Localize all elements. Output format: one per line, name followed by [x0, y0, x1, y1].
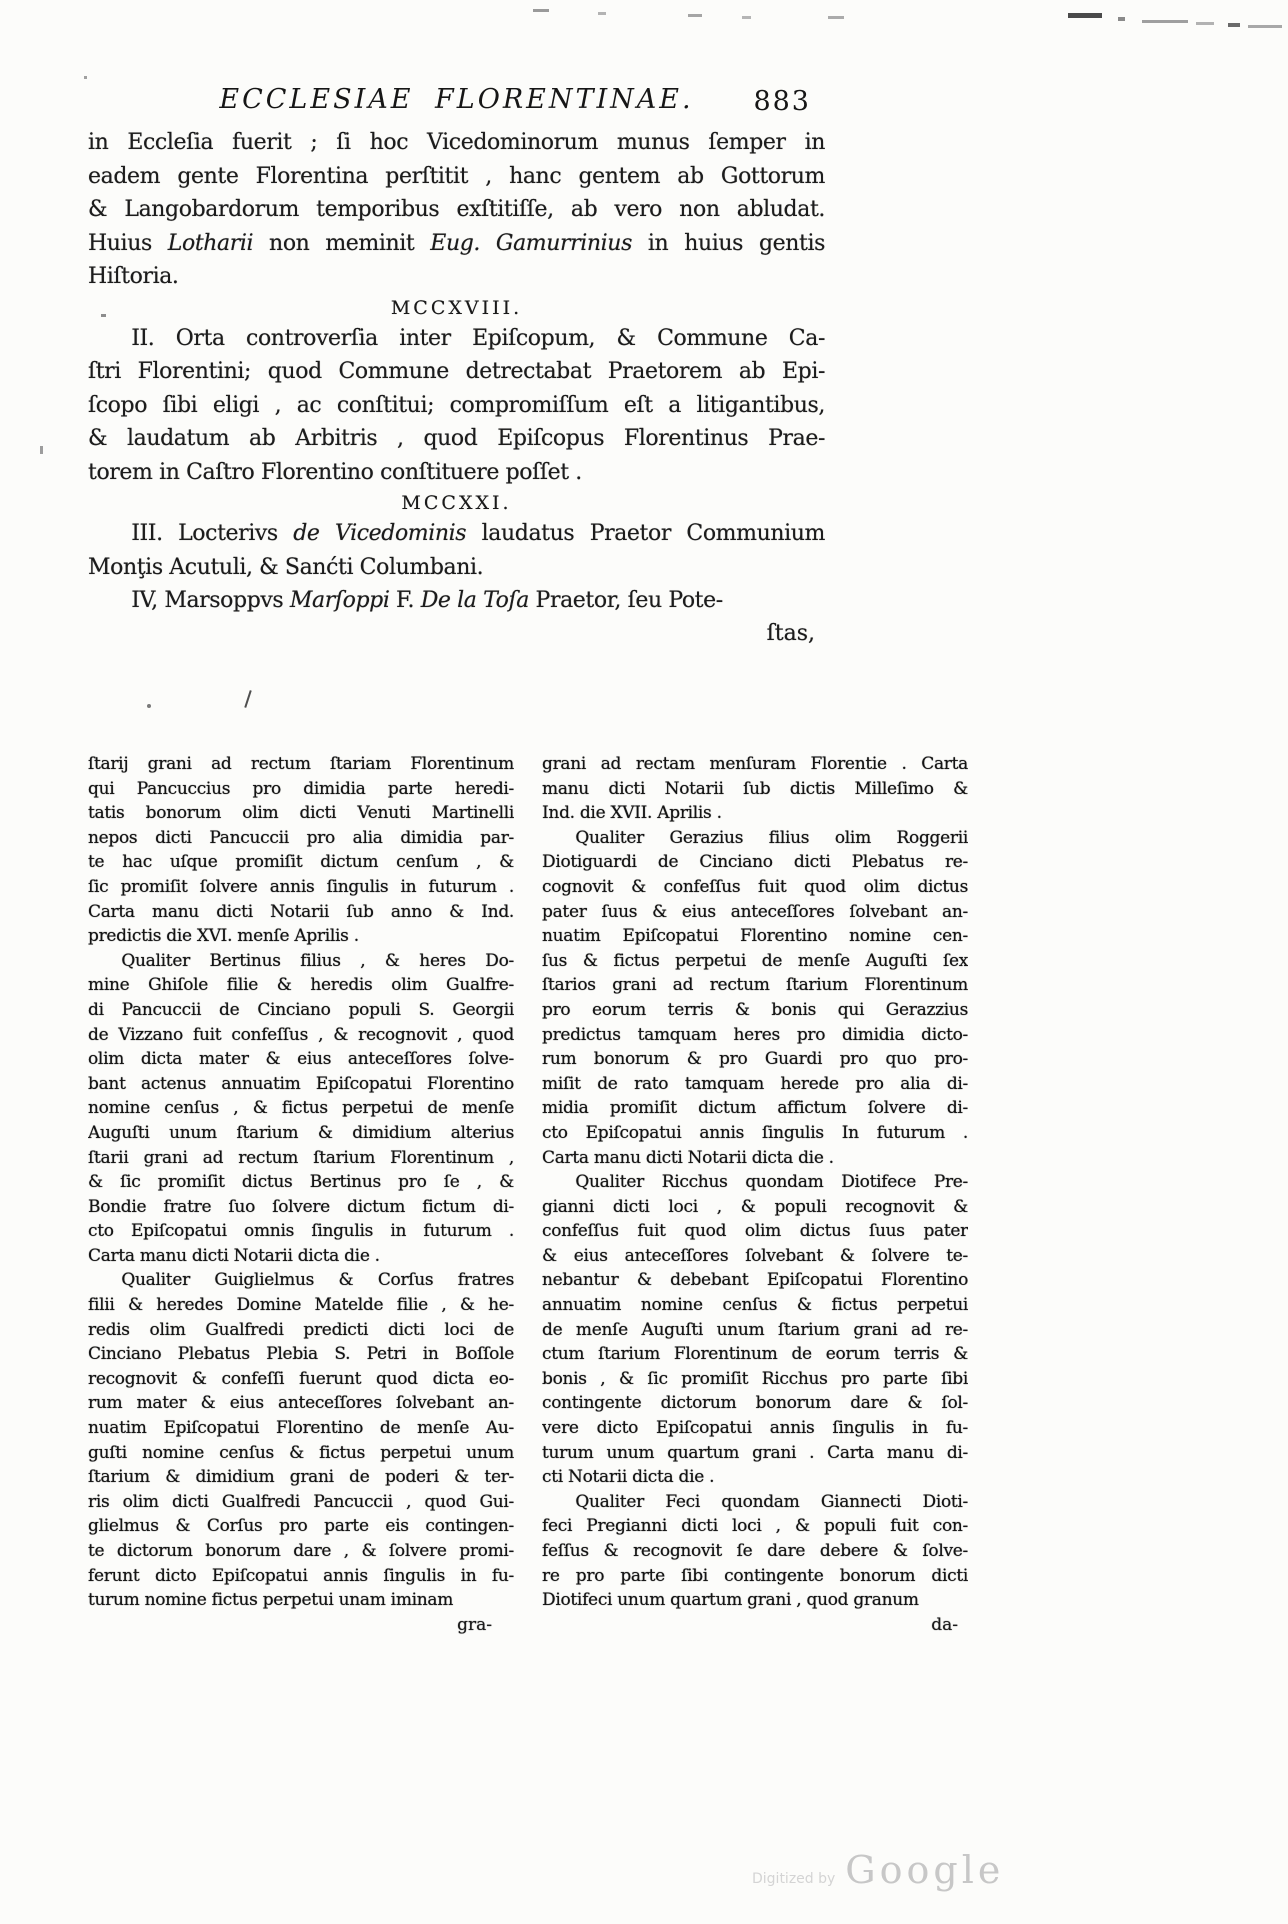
left-column [88, 752, 514, 1637]
paragraph-entry-4 [88, 584, 825, 618]
text-line: Ind. die XVII. Aprilis . [542, 803, 722, 824]
running-head [88, 84, 825, 124]
scan-artifact [1228, 23, 1240, 27]
paragraph [88, 1268, 514, 1612]
text-line: gianni dicti loci , & populi recognovit & [542, 1196, 968, 1217]
text-line: Hiſtoria. [88, 264, 179, 289]
text-line: filii & heredes Domine Matelde filie , & he- [88, 1295, 514, 1316]
text-line: Diotiguardi de Cinciano dicti Plebatus re- [542, 852, 968, 873]
text-line: II. Orta controverſia inter Epiſcopum, & Commune Ca- [88, 325, 825, 351]
text-line: ſcopo ſibi eligi , ac conſtitui; compromiſſum eſt a litigantibus, [88, 392, 825, 418]
text-line: torem in Caſtro Florentino conſtituere poſſet . [88, 459, 582, 485]
text-line: cti Notarii dicta die . [542, 1467, 715, 1488]
text-line: recognovit & confeſſi fuerunt quod dicta eo- [88, 1368, 514, 1389]
text-line: ris olim dicti Gualfredi Pancuccii , quod Gui- [88, 1491, 514, 1512]
text-line: contingente dictorum bonorum dare & ſol- [542, 1393, 968, 1414]
text-line: IV, Marsoppvs Marſoppi F. De la Toſa Praetor, ſeu Pote- [88, 588, 723, 613]
digitization-watermark [752, 1848, 1212, 1892]
left-column-paragraphs [88, 752, 514, 1613]
paragraph [542, 1490, 968, 1613]
text-line: Diotifeci unum quartum grani , quod granum [542, 1590, 919, 1611]
catchword-stas: ſtas, [766, 620, 815, 646]
text-line: nebantur & debebant Epiſcopatui Florentino [542, 1270, 968, 1291]
text-line: cto Epiſcopatui annis ſingulis In futurum . [542, 1122, 968, 1143]
paragraph-entry-3 [88, 517, 825, 584]
text-line: te dictorum bonorum dare , & ſolvere promi- [88, 1541, 514, 1561]
text-line: ſus & fictus perpetui de menſe Auguſti ſex [542, 950, 968, 971]
scan-artifact [1248, 25, 1282, 28]
text-line: midia promiſit dictum affictum ſolvere di- [542, 1098, 968, 1119]
text-line: ferunt dicto Epiſcopatui annis ſingulis in fu- [88, 1565, 514, 1586]
text-line: Carta manu dicti Notarii dicta die . [542, 1147, 834, 1168]
text-line: feci Pregianni dicti loci , & populi fuit con- [542, 1516, 968, 1537]
text-line: & ſic promiſit dictus Bertinus pro ſe , & [88, 1172, 514, 1193]
text-line: cognovit & confeſſus fuit quod olim dictus [542, 876, 968, 897]
scan-artifact [828, 16, 844, 19]
text-line: di Pancuccii de Cinciano populi S. Georgii [88, 999, 514, 1020]
text-line: rum mater & eius anteceſſores ſolvebant an- [88, 1393, 514, 1414]
text-line: nuatim Epiſcopatui Florentino de menſe Au- [88, 1418, 514, 1439]
text-line: vere dicto Epiſcopatui annis ſingulis in fu- [542, 1418, 968, 1439]
paragraph-intro [88, 126, 825, 294]
text-line: Qualiter Ricchus quondam Diotifece Pre- [542, 1172, 968, 1193]
scan-artifact [533, 9, 549, 12]
text-line: turum unum quartum grani . Carta manu di- [542, 1442, 968, 1463]
scan-artifact [1142, 20, 1188, 23]
paragraph-entry-2 [88, 322, 825, 490]
text-line: tatis bonorum olim dicti Venuti Martinelli [88, 803, 514, 824]
text-line: cto Epiſcopatui omnis ſingulis in futurum . [88, 1221, 514, 1242]
text-line: ſic promiſit ſolvere annis ſingulis in futurum . [88, 876, 514, 897]
paragraph [542, 752, 968, 826]
text-line: ſtarii grani ad rectum ſtarium Florentinum , [88, 1147, 514, 1168]
text-line: predictis die XVI. menſe Aprilis . [88, 926, 359, 947]
scan-artifact [1196, 22, 1214, 25]
text-line: & eius anteceſſores ſolvebant & ſolvere te- [542, 1245, 968, 1266]
text-line: guſti nomine cenſus & fictus perpetui unum [88, 1442, 514, 1463]
text-line: de Vizzano fuit confeſſus , & recognovit , quod [88, 1024, 514, 1045]
scan-artifact [688, 14, 702, 17]
text-line: grani ad rectam menſuram Florentie . Carta [542, 754, 968, 774]
text-line: Qualiter Gerazius filius olim Roggerii [542, 827, 968, 848]
page-title: ECCLESIAE FLORENTINAE. [219, 84, 694, 115]
scan-artifact [40, 446, 43, 454]
text-line: predictus tamquam heres pro dimidia dicto- [542, 1024, 968, 1045]
text-line: annuatim nomine cenſus & fictus perpetui [542, 1295, 968, 1316]
text-line: glielmus & Corſus pro parte eis contingen- [88, 1516, 514, 1537]
text-line: Qualiter Guiglielmus & Corſus fratres [88, 1270, 514, 1291]
scan-artifact [742, 16, 751, 19]
text-line: turum nomine fictus perpetui unam iminam [88, 1590, 454, 1611]
paragraph [88, 949, 514, 1269]
text-line: nuatim Epiſcopatui Florentino nomine cen- [542, 926, 968, 947]
text-line: te hac uſque promiſit dictum cenſum , & [88, 852, 514, 873]
text-line: feſſus & recognovit ſe dare debere & ſolve- [542, 1541, 968, 1561]
text-line: Auguſti unum ſtarium & dimidium alterius [88, 1122, 514, 1143]
text-line: manu dicti Notarii ſub dictis Milleſimo & [542, 778, 968, 799]
text-line: ſtarium & dimidium grani de poderi & ter- [88, 1467, 514, 1488]
text-line: Monţis Acutuli, & Sanćti Columbani. [88, 554, 484, 580]
text-line: ſtarij grani ad rectum ſtariam Florentinum [88, 754, 514, 774]
text-line: in Eccleſia fuerit ; ſi hoc Vicedominorum munus ſemper in [88, 130, 825, 155]
text-line: ſtarios grani ad rectum ſtarium Florentinum [542, 975, 968, 996]
text-line: III. Locterivs de Vicedominis laudatus Praetor Communium [88, 521, 825, 546]
scan-artifact [598, 12, 606, 15]
text-line: pater ſuus & eius anteceſſores ſolvebant an- [542, 901, 968, 922]
scan-artifact [244, 690, 251, 708]
text-line: Carta manu dicti Notarii dicta die . [88, 1245, 380, 1266]
text-line: miſit de rato tamquam herede pro alia di- [542, 1073, 968, 1094]
paragraph [542, 1170, 968, 1490]
catchword-gra: gra- [457, 1614, 492, 1635]
digitized-by-label: Digitized by [752, 1871, 836, 1887]
scan-artifact [147, 704, 151, 708]
right-column [542, 752, 968, 1637]
text-line: qui Pancuccius pro dimidia parte heredi- [88, 778, 514, 799]
year-heading-mccxxi: MCCXXI. [401, 492, 512, 514]
text-line: redis olim Gualfredi predicti dicti loci de [88, 1319, 514, 1340]
text-line: nepos dicti Pancuccii pro alia dimidia par- [88, 827, 514, 848]
catchword-da: da- [931, 1614, 958, 1635]
text-line: Qualiter Feci quondam Giannecti Dioti- [542, 1491, 968, 1512]
text-line: Qualiter Bertinus filius , & heres Do- [88, 950, 514, 971]
text-line: & Langobardorum temporibus exſtitiſſe, ab vero non abludat. [88, 197, 825, 222]
text-line: Bondie fratre ſuo ſolvere dictum fictum di- [88, 1196, 514, 1217]
paragraph [88, 752, 514, 949]
text-line: & laudatum ab Arbitris , quod Epiſcopus Florentinus Prae- [88, 426, 825, 451]
text-line: re pro parte ſibi contingente bonorum dicti [542, 1565, 968, 1586]
paragraph [542, 826, 968, 1170]
text-line: nomine cenſus , & fictus perpetui de menſe [88, 1098, 514, 1119]
text-line: eadem gente Florentina perſtitit , hanc gentem ab Gottorum [88, 163, 825, 189]
google-logo: Google [845, 1848, 1005, 1892]
text-line: ſtri Florentini; quod Commune detrectabat Praetorem ab Epi- [88, 359, 825, 384]
scan-artifact [1068, 13, 1102, 18]
text-line: confeſſus fuit quod olim dictus ſuus pater [542, 1221, 968, 1242]
two-column-register [88, 752, 968, 1637]
main-text-block [88, 126, 825, 649]
text-line: pro eorum terris & bonis qui Gerazzius [542, 999, 968, 1020]
page-number: 883 [753, 86, 811, 117]
text-line: Carta manu dicti Notarii ſub anno & Ind. [88, 901, 514, 922]
text-line: Cinciano Plebatus Plebia S. Petri in Boſſole [88, 1344, 514, 1365]
text-line: bant actenus annuatim Epiſcopatui Florentino [88, 1073, 514, 1094]
scan-artifact [84, 76, 87, 79]
text-line: ctum ſtarium Florentinum de eorum terris & [542, 1344, 968, 1365]
year-heading-mccxviii: MCCXVIII. [390, 296, 523, 319]
text-line: olim dicta mater & eius anteceſſores ſolve- [88, 1049, 514, 1070]
scan-artifact [1118, 17, 1125, 21]
text-line: de menſe Auguſti unum ſtarium grani ad re- [542, 1319, 968, 1340]
text-line: rum bonorum & pro Guardi pro quo pro- [542, 1049, 968, 1070]
right-column-paragraphs [542, 752, 968, 1613]
text-line: bonis , & ſic promiſit Ricchus pro parte ſibi [542, 1368, 968, 1389]
text-line: Huius Lotharii non meminit Eug. Gamurrinius in huius gentis [88, 230, 825, 256]
text-line: mine Ghiſole filie & heredis olim Gualfre- [88, 975, 514, 996]
